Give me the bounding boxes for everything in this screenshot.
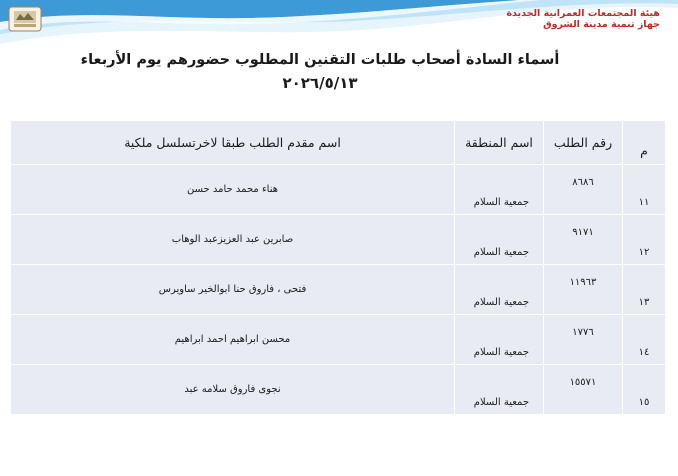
area-name: جمعية السلام xyxy=(455,215,544,265)
area-name: جمعية السلام xyxy=(455,315,544,365)
applicants-table xyxy=(10,120,666,415)
applicant-name: محسن ابراهيم احمد ابراهيم xyxy=(11,315,455,365)
page-title: أسماء السادة أصحاب طلبات التقنين المطلوب حضورهم يوم الأربعاء xyxy=(80,52,560,68)
applicant-name: صابرين عبد العزيزعبد الوهاب xyxy=(11,215,455,265)
area-name: جمعية السلام xyxy=(455,365,544,415)
row-num: ١٢ xyxy=(623,215,666,265)
applicant-name: فتحى ، فاروق حنا ابوالخير ساويرس xyxy=(11,265,455,315)
table-row xyxy=(11,315,666,365)
title-date: ٢٠٢٦/٥/١٣ xyxy=(282,74,358,92)
request-number: ٨٦٨٦ xyxy=(544,165,623,215)
applicant-name: نجوى فاروق سلامه عبد xyxy=(11,365,455,415)
row-num: ١١ xyxy=(623,165,666,215)
org-line-2: جهاز تنمية مدينة الشروق xyxy=(543,19,660,30)
row-num: ١٣ xyxy=(623,265,666,315)
row-num: ١٥ xyxy=(623,365,666,415)
organization-logo-icon xyxy=(8,6,42,32)
column-header-request-number: رقم الطلب xyxy=(544,121,623,165)
area-name: جمعية السلام xyxy=(455,165,544,215)
request-number: ١٧٧٦ xyxy=(544,315,623,365)
table-row xyxy=(11,365,666,415)
applicant-name: هناء محمد حامد حسن xyxy=(11,165,455,215)
table-row xyxy=(11,215,666,265)
request-number: ١٥٥٧١ xyxy=(544,365,623,415)
column-header-area-name: اسم المنطقة xyxy=(455,121,544,165)
org-line-1: هيئة المجتمعات العمرانية الجديدة xyxy=(506,8,660,19)
request-number: ٩١٧١ xyxy=(544,215,623,265)
request-number: ١١٩٦٣ xyxy=(544,265,623,315)
table-row xyxy=(11,265,666,315)
column-header-num: م xyxy=(623,121,666,165)
table-row xyxy=(11,165,666,215)
row-num: ١٤ xyxy=(623,315,666,365)
organization-name xyxy=(506,8,660,30)
table-header-row xyxy=(11,121,666,165)
area-name: جمعية السلام xyxy=(455,265,544,315)
column-header-applicant-name: اسم مقدم الطلب طبقا لاخرتسلسل ملكية xyxy=(11,121,455,165)
